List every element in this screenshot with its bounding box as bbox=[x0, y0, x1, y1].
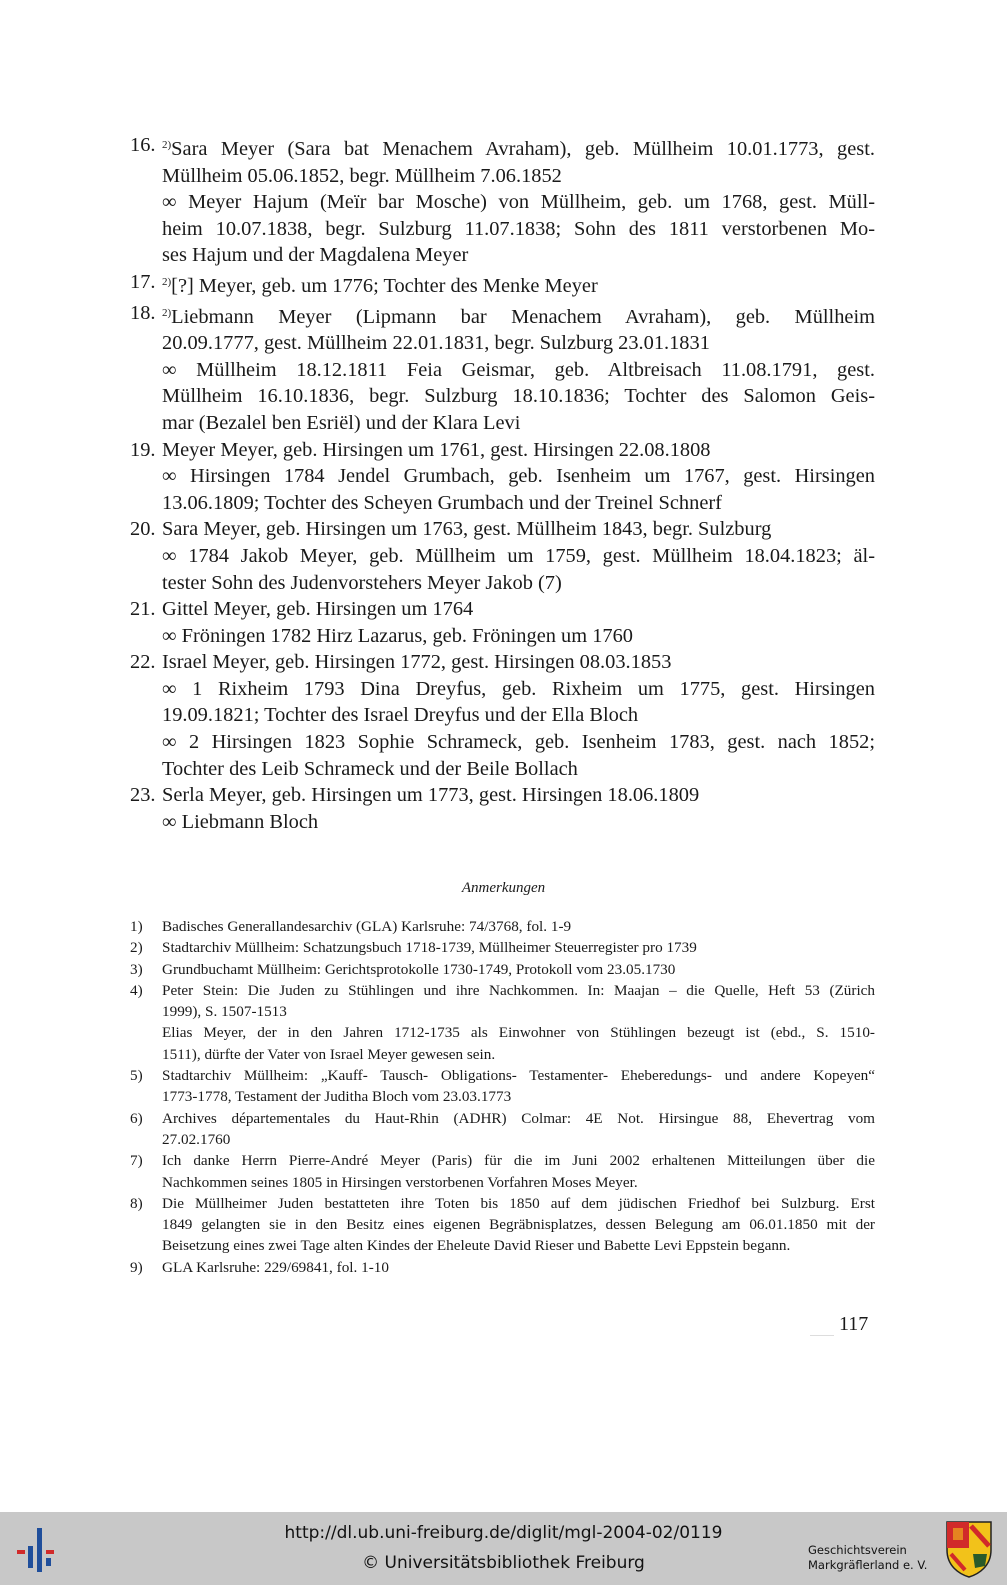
footnote bbox=[130, 980, 875, 1065]
society-line: Markgräflerland e. V. bbox=[808, 1558, 928, 1572]
footnote bbox=[130, 937, 875, 958]
entry-line: tester Sohn des Judenvorstehers Meyer Jakob (7) bbox=[162, 571, 562, 594]
entry-line: ∞ Meyer Hajum (Meïr bar Mosche) von Müllheim, geb. um 1768, gest. Müll- bbox=[162, 191, 875, 214]
footnote-ref: 2) bbox=[162, 139, 172, 151]
entry-line: Müllheim 16.10.1836, begr. Sulzburg 18.10.1836; Tochter des Salomon Geis- bbox=[162, 385, 875, 408]
footnote-line: Nachkommen seines 1805 in Hirsingen verstorbenen Vorfahren Moses Meyer. bbox=[162, 1173, 638, 1191]
entry-line: Gittel Meyer, geb. Hirsingen um 1764 bbox=[162, 598, 474, 621]
genealogy-entry bbox=[130, 649, 875, 782]
footnote-line: Elias Meyer, der in den Jahren 1712-1735 als Einwohner von Stühlingen bezeugt ist (ebd., S. 1510- bbox=[162, 1024, 875, 1042]
entry-line: Israel Meyer, geb. Hirsingen 1772, gest. Hirsingen 08.03.1853 bbox=[162, 651, 672, 674]
page-number: 117 bbox=[839, 1313, 869, 1335]
entry-line: Müllheim 05.06.1852, begr. Müllheim 7.06.1852 bbox=[162, 164, 562, 187]
entry-line: 19.09.1821; Tochter des Israel Dreyfus und der Ella Bloch bbox=[162, 704, 639, 727]
genealogy-entry bbox=[130, 132, 875, 269]
footnote-number: 2) bbox=[130, 939, 143, 957]
entry-number: 21. bbox=[130, 598, 156, 621]
entry-number: 20. bbox=[130, 518, 156, 541]
footnote-number: 9) bbox=[130, 1258, 143, 1276]
footnote-line: Ich danke Herrn Pierre-André Meyer (Paris) für die im Juni 2002 erhaltenen Mitteilungen über die bbox=[162, 1152, 875, 1170]
entry-number: 19. bbox=[130, 438, 156, 461]
footnote-line: 1511), dürfte der Vater von Israel Meyer gewesen sein. bbox=[162, 1045, 496, 1063]
footnote-line: GLA Karlsruhe: 229/69841, fol. 1-10 bbox=[162, 1258, 389, 1276]
entry-number: 23. bbox=[130, 784, 156, 807]
footnote-number: 5) bbox=[130, 1067, 143, 1085]
footnote bbox=[130, 1108, 875, 1151]
society-name bbox=[808, 1543, 927, 1573]
footnote-line: Grundbuchamt Müllheim: Gerichtsprotokolle 1730-1749, Protokoll vom 23.05.1730 bbox=[162, 960, 676, 978]
footnote bbox=[130, 1257, 875, 1278]
entry-line: $^{2)}$Liebmann Meyer (Lipmann bar Menachem Avraham), geb. Müllheim bbox=[162, 305, 875, 328]
entry-line: 13.06.1809; Tochter des Scheyen Grumbach und der Treinel Schnerf bbox=[162, 491, 722, 514]
footnote-line: Stadtarchiv Müllheim: Schatzungsbuch 1718-1739, Müllheimer Steuerregister pro 1739 bbox=[162, 939, 697, 957]
genealogy-entry bbox=[130, 596, 875, 649]
society-line: Geschichtsverein bbox=[808, 1543, 907, 1557]
entry-line: $^{2)}$Sara Meyer (Sara bat Menachem Avraham), geb. Müllheim 10.01.1773, gest. bbox=[162, 138, 875, 160]
entry-number: 18. bbox=[130, 301, 156, 324]
footnote-number: 6) bbox=[130, 1109, 143, 1127]
footnote-number: 3) bbox=[130, 960, 143, 978]
footnote-line: 1999), S. 1507-1513 bbox=[162, 1003, 287, 1021]
footnote bbox=[130, 916, 875, 937]
genealogy-entry bbox=[130, 782, 875, 835]
footnote-line: Peter Stein: Die Juden zu Stühlingen und ihre Nachkommen. In: Maajan – die Quelle, Heft 53 (Zürich bbox=[162, 981, 875, 999]
entry-number: 17. bbox=[130, 270, 156, 293]
footnote-ref: 2) bbox=[162, 275, 172, 288]
copyright-text: © Universitätsbibliothek Freiburg bbox=[362, 1553, 645, 1573]
genealogy-entry bbox=[130, 300, 875, 437]
footnote-line: 27.02.1760 bbox=[162, 1130, 231, 1148]
footnote-number: 4) bbox=[130, 981, 143, 999]
entry-line: Meyer Meyer, geb. Hirsingen um 1761, gest. Hirsingen 22.08.1808 bbox=[162, 438, 711, 461]
entry-number: 22. bbox=[130, 651, 156, 674]
footnote-line: Die Müllheimer Juden bestatteten ihre Toten bis 1850 auf dem jüdischen Friedhof bei Sulzburg. Erst bbox=[162, 1194, 875, 1212]
entry-line: Sara Meyer, geb. Hirsingen um 1763, gest. Müllheim 1843, begr. Sulzburg bbox=[162, 518, 772, 541]
entry-line: mar (Bezalel ben Esriël) und der Klara Levi bbox=[162, 411, 521, 434]
footnote-number: 1) bbox=[130, 918, 143, 935]
notes-heading: Anmerkungen bbox=[461, 880, 546, 896]
genealogy-entry bbox=[130, 516, 875, 596]
entry-line: heim 10.07.1838, begr. Sulzburg 11.07.1838; Sohn des 1811 verstorbenen Mo- bbox=[162, 217, 875, 240]
entry-line: ∞ 2 Hirsingen 1823 Sophie Schrameck, geb. Isenheim 1783, gest. nach 1852; bbox=[162, 731, 875, 754]
genealogy-entries bbox=[130, 132, 875, 835]
footnote-line: Stadtarchiv Müllheim: „Kauff- Tausch- Obligations- Testamenter- Eheberedungs- und andere Kopeyen“ bbox=[162, 1067, 875, 1085]
entry-line: ses Hajum und der Magdalena Meyer bbox=[162, 244, 469, 267]
footnote bbox=[130, 959, 875, 980]
entry-number: 16. bbox=[130, 134, 156, 156]
entry-line: ∞ Müllheim 18.12.1811 Feia Geismar, geb. Altbreisach 11.08.1791, gest. bbox=[162, 358, 875, 381]
entry-line: $^{2)}$[?] Meyer, geb. um 1776; Tochter des Menke Meyer bbox=[162, 274, 598, 297]
footnote-ref: 2) bbox=[162, 306, 172, 319]
page-number-rule bbox=[810, 1335, 834, 1336]
footnote-number: 7) bbox=[130, 1152, 143, 1170]
footnotes bbox=[130, 916, 875, 1278]
footnote-line: Beisetzung eines zwei Tage alten Kindes der Eheleute David Rieser und Babette Levi Eppstein begann. bbox=[162, 1237, 791, 1255]
entry-line: ∞ 1 Rixheim 1793 Dina Dreyfus, geb. Rixheim um 1775, gest. Hirsingen bbox=[162, 677, 875, 700]
entry-line: ∞ Fröningen 1782 Hirz Lazarus, geb. Fröningen um 1760 bbox=[162, 624, 633, 647]
footnote-line: Archives départementales du Haut-Rhin (ADHR) Colmar: 4E Not. Hirsingue 88, Ehevertrag vom bbox=[162, 1109, 875, 1127]
footer-bar bbox=[0, 1512, 1007, 1585]
entry-line: 20.09.1777, gest. Müllheim 22.01.1831, begr. Sulzburg 23.01.1831 bbox=[162, 332, 710, 355]
footnote-line: 1773-1778, Testament der Juditha Bloch vom 23.03.1773 bbox=[162, 1088, 512, 1106]
footnote bbox=[130, 1065, 875, 1108]
coat-of-arms-icon bbox=[945, 1520, 993, 1578]
footnote-line: Badisches Generallandesarchiv (GLA) Karlsruhe: 74/3768, fol. 1-9 bbox=[162, 918, 572, 935]
entry-line: Tochter des Leib Schrameck und der Beile Bollach bbox=[162, 757, 578, 780]
document-url[interactable]: http://dl.ub.uni-freiburg.de/diglit/mgl-2004-02/0119 bbox=[284, 1523, 723, 1543]
entry-line: ∞ Liebmann Bloch bbox=[162, 810, 319, 833]
footnote bbox=[130, 1193, 875, 1257]
entry-line: ∞ Hirsingen 1784 Jendel Grumbach, geb. Isenheim um 1767, gest. Hirsingen bbox=[162, 465, 875, 488]
entry-line: Serla Meyer, geb. Hirsingen um 1773, gest. Hirsingen 18.06.1809 bbox=[162, 784, 700, 807]
genealogy-entry bbox=[130, 437, 875, 517]
footnote-line: 1849 gelangten sie in den Besitz eines eigenen Begräbnisplatzes, dessen Belegung am 06.01.1850 mit der bbox=[162, 1216, 875, 1234]
genealogy-entry bbox=[130, 269, 875, 300]
footnote-number: 8) bbox=[130, 1194, 143, 1212]
footnote bbox=[130, 1150, 875, 1193]
entry-line: ∞ 1784 Jakob Meyer, geb. Müllheim um 1759, gest. Müllheim 18.04.1823; äl- bbox=[162, 544, 875, 567]
